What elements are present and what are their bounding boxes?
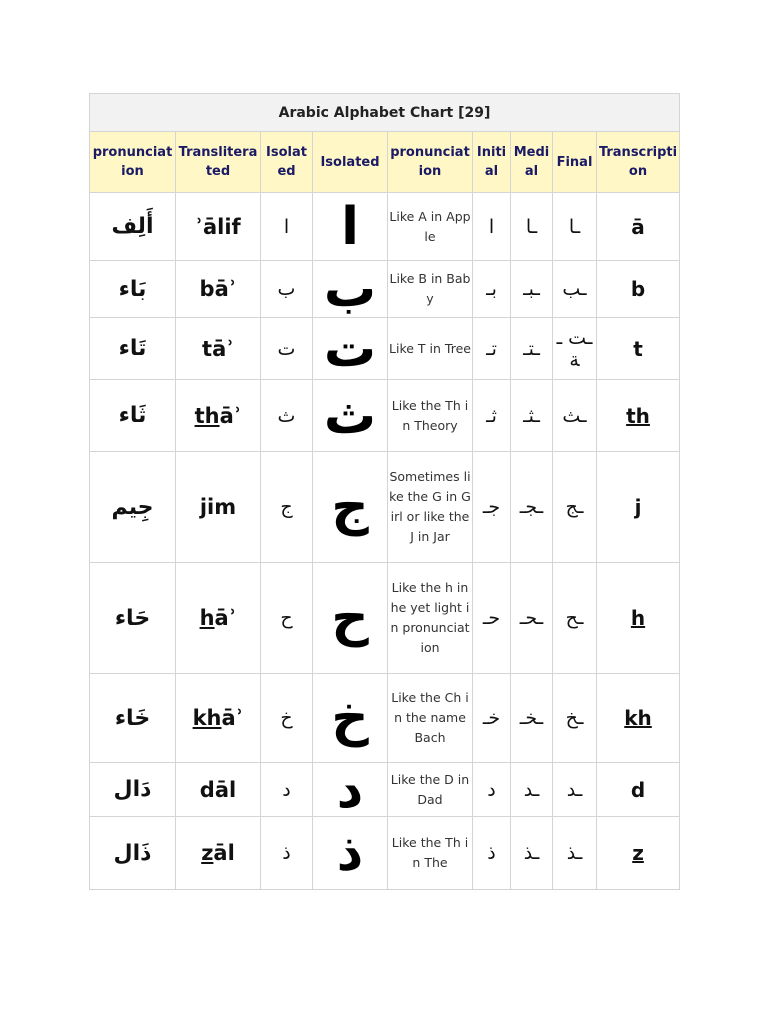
transcription: j	[597, 452, 680, 563]
transliteration	[176, 674, 261, 763]
header-transliterated: Transliterated	[176, 132, 261, 193]
medial-form: ـجـ	[511, 452, 553, 563]
isolated-calligraphy: ح	[313, 563, 388, 674]
final-form: ـج	[553, 452, 597, 563]
transcription: b	[597, 261, 680, 318]
header-medial: Medial	[511, 132, 553, 193]
isolated-letter: ح	[261, 563, 313, 674]
isolated-letter: ب	[261, 261, 313, 318]
isolated-letter: ث	[261, 380, 313, 452]
transcription: th	[597, 380, 680, 452]
pronunciation-guide: Like B in Baby	[388, 261, 473, 318]
pronunciation-guide: Like T in Tree	[388, 318, 473, 380]
transliteration-underlined: h	[199, 606, 215, 630]
transliteration-rest: āʾ	[219, 403, 242, 428]
table-row	[90, 193, 680, 261]
transliteration: tāʾ	[176, 318, 261, 380]
table-row	[90, 674, 680, 763]
pronunciation-guide: Like the Th in The	[388, 817, 473, 890]
medial-form: ـخـ	[511, 674, 553, 763]
initial-form: حـ	[473, 563, 511, 674]
transliteration-rest: āl	[213, 841, 235, 865]
letter-name: دَال	[90, 763, 176, 817]
table-row	[90, 763, 680, 817]
transcription: t	[597, 318, 680, 380]
initial-form: جـ	[473, 452, 511, 563]
letter-name: ذَال	[90, 817, 176, 890]
final-form: ـا	[553, 193, 597, 261]
transliteration	[176, 817, 261, 890]
transliteration: dāl	[176, 763, 261, 817]
header-initial: Initial	[473, 132, 511, 193]
transliteration	[176, 563, 261, 674]
pronunciation-guide: Like the Th in Theory	[388, 380, 473, 452]
header-transcription: Transcription	[597, 132, 680, 193]
isolated-calligraphy: ذ	[313, 817, 388, 890]
table-row	[90, 380, 680, 452]
initial-form: ا	[473, 193, 511, 261]
pronunciation-guide: Like the D in Dad	[388, 763, 473, 817]
transcription: z	[597, 817, 680, 890]
final-form: ـت ـة	[553, 318, 597, 380]
final-form: ـخ	[553, 674, 597, 763]
isolated-calligraphy: د	[313, 763, 388, 817]
header-pronunciation: pronunciation	[90, 132, 176, 193]
pronunciation-guide: Like the Ch in the name Bach	[388, 674, 473, 763]
isolated-calligraphy: ب	[313, 261, 388, 318]
pronunciation-guide: Like the h in he yet light in pronunciation	[388, 563, 473, 674]
header-pronunciation-guide: pronunciation	[388, 132, 473, 193]
medial-form: ـبـ	[511, 261, 553, 318]
medial-form: ـد	[511, 763, 553, 817]
isolated-letter: ج	[261, 452, 313, 563]
medial-form: ـتـ	[511, 318, 553, 380]
arabic-alphabet-table	[89, 93, 680, 890]
transliteration: ʾālif	[176, 193, 261, 261]
final-form: ـث	[553, 380, 597, 452]
isolated-letter: ت	[261, 318, 313, 380]
isolated-letter: ا	[261, 193, 313, 261]
medial-form: ـذ	[511, 817, 553, 890]
transliteration: bāʾ	[176, 261, 261, 318]
transcription: d	[597, 763, 680, 817]
transliteration-rest: āʾ	[214, 606, 237, 630]
table-row	[90, 817, 680, 890]
isolated-letter: ذ	[261, 817, 313, 890]
initial-form: ثـ	[473, 380, 511, 452]
table-row	[90, 452, 680, 563]
transliteration-underlined: kh	[192, 706, 222, 730]
letter-name: جِيم	[90, 452, 176, 563]
transliteration: jim	[176, 452, 261, 563]
transliteration	[176, 380, 261, 452]
table-row	[90, 318, 680, 380]
table-caption: Arabic Alphabet Chart [29]	[90, 94, 680, 132]
pronunciation-guide: Sometimes like the G in Girl or like the J in Jar	[388, 452, 473, 563]
final-form: ـح	[553, 563, 597, 674]
letter-name: خَاء	[90, 674, 176, 763]
initial-form: د	[473, 763, 511, 817]
isolated-calligraphy: ا	[313, 193, 388, 261]
isolated-calligraphy: ث	[313, 380, 388, 452]
transcription: ā	[597, 193, 680, 261]
medial-form: ـا	[511, 193, 553, 261]
transliteration-underlined: z	[201, 841, 214, 865]
table-row	[90, 563, 680, 674]
letter-name: ثَاء	[90, 380, 176, 452]
header-row	[90, 132, 680, 193]
isolated-calligraphy: ت	[313, 318, 388, 380]
header-final: Final	[553, 132, 597, 193]
medial-form: ـثـ	[511, 380, 553, 452]
isolated-letter: خ	[261, 674, 313, 763]
header-isolated-large: Isolated	[313, 132, 388, 193]
isolated-letter: د	[261, 763, 313, 817]
initial-form: ذ	[473, 817, 511, 890]
transliteration-rest: āʾ	[221, 706, 244, 730]
isolated-calligraphy: ج	[313, 452, 388, 563]
letter-name: بَاء	[90, 261, 176, 318]
initial-form: بـ	[473, 261, 511, 318]
initial-form: تـ	[473, 318, 511, 380]
medial-form: ـحـ	[511, 563, 553, 674]
final-form: ـذ	[553, 817, 597, 890]
letter-name: حَاء	[90, 563, 176, 674]
isolated-calligraphy: خ	[313, 674, 388, 763]
final-form: ـب	[553, 261, 597, 318]
letter-name: تَاء	[90, 318, 176, 380]
transliteration-underlined: th	[194, 403, 220, 428]
header-isolated-small: Isolated	[261, 132, 313, 193]
transcription: kh	[597, 674, 680, 763]
table-body	[90, 193, 680, 890]
pronunciation-guide: Like A in Apple	[388, 193, 473, 261]
letter-name: أَلِف	[90, 193, 176, 261]
initial-form: خـ	[473, 674, 511, 763]
table-row	[90, 261, 680, 318]
transcription: h	[597, 563, 680, 674]
final-form: ـد	[553, 763, 597, 817]
